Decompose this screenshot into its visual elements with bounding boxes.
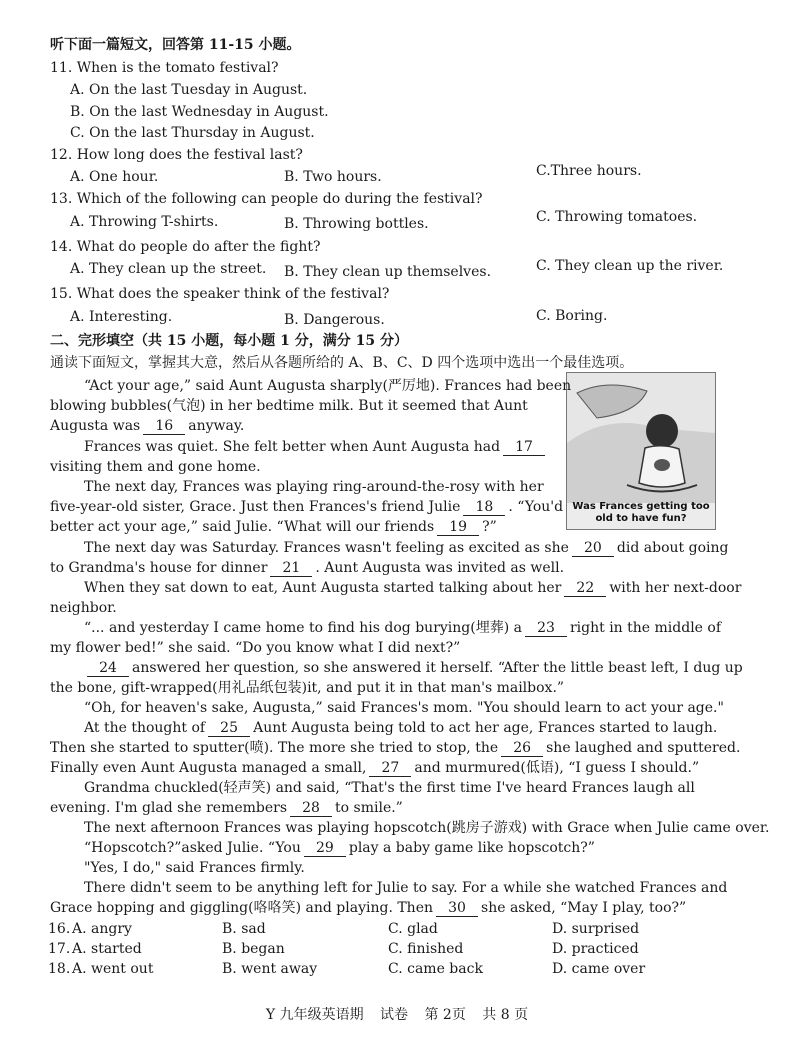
option-17c[interactable]: C. finished [388,941,464,957]
passage-text: When they sat down to eat, Aunt Augusta started talking about her [84,580,562,596]
passage-line [84,719,718,737]
passage-line: “Act your age,” said Aunt Augusta sharply(严厉地). Frances had been [84,378,572,394]
passage-line [50,559,714,577]
blank-27[interactable]: 27 [369,761,411,777]
option-12a: A. One hour. [70,169,159,185]
option-15a: A. Interesting. [70,309,173,325]
option-14a: A. They clean up the street. [70,261,267,277]
footer-paper: 试卷 [380,1007,409,1023]
passage-text: . Aunt Augusta was invited as well. [315,560,565,576]
passage-text: to smile.” [335,800,403,816]
option-13b: B. Throwing bottles. [284,216,429,232]
passage-line: the bone, gift-wrapped(用礼品纸包装)it, and put it in that man's mailbox.” [50,680,565,696]
footer-total: 共 8 页 [482,1007,529,1023]
passage-text: answered her question, so she answered it herself. “After the little beast left, I dug up [132,660,743,676]
passage-text: ?” [482,519,497,535]
passage-text: five-year-old sister, Grace. Just then Frances's friend Julie [50,499,461,515]
passage-line [50,739,741,757]
passage-line [50,417,555,435]
blank-30[interactable]: 30 [436,901,478,917]
passage-text: play a baby game like hopscotch?” [348,840,595,856]
passage-line: blowing bubbles(气泡) in her bedtime milk. But it seemed that Aunt [50,398,528,414]
passage-line [50,899,714,917]
passage-line [50,498,564,516]
blank-28[interactable]: 28 [290,801,332,817]
passage-line: The next day, Frances was playing ring-around-the-rosy with her [84,479,544,495]
passage-text: Finally even Aunt Augusta managed a small, [50,760,367,776]
passage-text: At the thought of [84,720,206,736]
blank-17[interactable]: 17 [503,440,545,456]
option-18b[interactable]: B. went away [222,961,318,977]
passage-line: “Oh, for heaven's sake, Augusta,” said Frances's mom. "You should learn to act your age." [84,700,724,716]
passage-line [84,438,589,456]
cloze-heading: 二、完形填空（共 15 小题，每小题 1 分，满分 15 分） [50,333,408,349]
passage-text: The next day was Saturday. Frances wasn't feeling as excited as she [84,540,569,556]
blank-20[interactable]: 20 [572,541,614,557]
option-17b[interactable]: B. began [222,941,285,957]
page-footer [0,1006,794,1024]
blank-29[interactable]: 29 [304,841,346,857]
question-11: 11. When is the tomato festival? [50,60,279,76]
option-15c: C. Boring. [536,308,608,324]
listening-instruction: 听下面一篇短文，回答第 11-15 小题。 [50,37,301,53]
passage-text: anyway. [188,418,245,434]
passage-line [84,659,743,677]
option-16d[interactable]: D. surprised [552,921,640,937]
illustration-caption: Was Frances getting too old to have fun? [572,501,710,524]
blank-18[interactable]: 18 [463,500,505,516]
blank-25[interactable]: 25 [208,721,250,737]
passage-text: to Grandma's house for dinner [50,560,268,576]
blank-24[interactable]: 24 [87,661,129,677]
question-15: 15. What does the speaker think of the festival? [50,286,390,302]
passage-text: Aunt Augusta being told to act her age, Frances started to laugh. [253,720,718,736]
passage-text: she asked, “May I play, too?” [481,900,687,916]
question-12: 12. How long does the festival last? [50,147,303,163]
option-number-17: 17. [48,941,71,957]
passage-text: Frances was quiet. She felt better when Aunt Augusta had [84,439,501,455]
question-13: 13. Which of the following can people do during the festival? [50,191,483,207]
passage-text: “... and yesterday I came home to find his dog burying(埋葬) a [84,620,522,636]
option-15b: B. Dangerous. [284,312,385,328]
option-number-18: 18. [48,961,71,977]
passage-text: Grace hopping and giggling(咯咯笑) and playing. Then [50,900,434,916]
passage-line: "Yes, I do," said Frances firmly. [84,860,305,876]
blank-23[interactable]: 23 [525,621,567,637]
option-12c: C.Three hours. [536,163,642,179]
option-18a[interactable]: A. went out [72,961,154,977]
question-14: 14. What do people do after the fight? [50,239,321,255]
option-14b: B. They clean up themselves. [284,264,492,280]
option-14c: C. They clean up the river. [536,258,724,274]
passage-text: with her next-door [609,580,742,596]
passage-line: The next afternoon Frances was playing hopscotch(跳房子游戏) with Grace when Julie came over. [84,820,770,836]
footer-page: 第 2页 [424,1007,466,1023]
blank-16[interactable]: 16 [143,419,185,435]
option-18d[interactable]: D. came over [552,961,646,977]
passage-line [84,839,714,857]
option-17a[interactable]: A. started [72,941,142,957]
passage-text: . “You'd [508,499,564,515]
blank-26[interactable]: 26 [501,741,543,757]
option-17d[interactable]: D. practiced [552,941,639,957]
option-16c[interactable]: C. glad [388,921,438,937]
passage-text: evening. I'm glad she remembers [50,800,288,816]
passage-text: Augusta was [50,418,141,434]
passage-text: right in the middle of [569,620,722,636]
option-18c[interactable]: C. came back [388,961,483,977]
option-11a: A. On the last Tuesday in August. [70,82,308,98]
passage-line: There didn't seem to be anything left for Julie to say. For a while she watched Frances and [84,880,728,896]
passage-text: better act your age,” said Julie. “What will our friends [50,519,435,535]
passage-line [84,539,729,557]
passage-text: and murmured(低语), “I guess I should.” [414,760,700,776]
passage-text: Then she started to sputter(喷). The more she tried to stop, the [50,740,499,756]
option-11c: C. On the last Thursday in August. [70,125,315,141]
passage-line: my flower bed!” she said. “Do you know what I did next?” [50,640,461,656]
passage-text: she laughed and sputtered. [546,740,741,756]
blank-19[interactable]: 19 [437,520,479,536]
option-11b: B. On the last Wednesday in August. [70,104,329,120]
passage-text: “Hopscotch?”asked Julie. “You [84,840,301,856]
option-12b: B. Two hours. [284,169,382,185]
cloze-instruction: 通读下面短文，掌握其大意，然后从各题所给的 A、B、C、D 四个选项中选出一个最佳选项。 [50,355,634,371]
footer-grade: Y 九年级英语期 [265,1007,364,1023]
option-16b[interactable]: B. sad [222,921,266,937]
passage-line [50,759,714,777]
passage-line: neighbor. [50,600,117,616]
passage-text: did about going [616,540,729,556]
blank-22[interactable]: 22 [564,581,606,597]
passage-line [50,799,714,817]
option-16a[interactable]: A. angry [72,921,132,937]
option-number-16: 16. [48,921,71,937]
passage-line [50,518,555,536]
option-13c: C. Throwing tomatoes. [536,209,698,225]
passage-line [84,619,722,637]
blank-21[interactable]: 21 [270,561,312,577]
option-13a: A. Throwing T-shirts. [70,214,219,230]
passage-line [84,579,742,597]
passage-line: Grandma chuckled(轻声笑) and said, “That's the first time I've heard Frances laugh all [84,780,695,796]
girl-sitting-illustration [567,373,715,503]
passage-line: visiting them and gone home. [50,459,261,475]
